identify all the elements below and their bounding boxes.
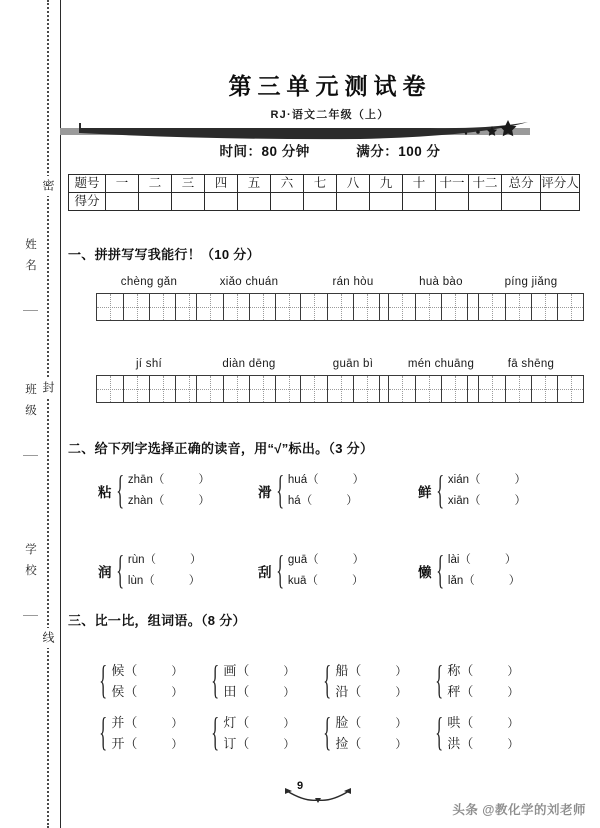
pinyin-label: píng jiǎng — [504, 276, 558, 288]
page-subtitle: RJ·语文二年级（上） — [270, 109, 390, 121]
score-table-row — [69, 193, 580, 211]
score-col-header: 二 — [139, 175, 172, 193]
tianzige-grid[interactable] — [96, 375, 202, 403]
tianzige-grid[interactable] — [196, 293, 302, 321]
tianzige-cell[interactable] — [97, 294, 123, 320]
option-answer-blank[interactable]: lǎn（ ） — [447, 575, 521, 587]
brace-group — [320, 660, 407, 702]
pinyin-label: jí shí — [135, 358, 163, 370]
section-1-heading: 一、拼拼写写我能行！（10 分） — [68, 247, 260, 262]
option-answer-blank[interactable]: 沿（ ） — [335, 684, 407, 699]
tianzige-cell[interactable] — [249, 376, 275, 402]
tianzige-cell[interactable] — [479, 376, 505, 402]
field-rule-name — [23, 310, 38, 311]
pinyin-answer-group — [478, 358, 584, 403]
tianzige-cell[interactable] — [149, 294, 175, 320]
tianzige-cell[interactable] — [275, 294, 301, 320]
exam-meta — [60, 140, 600, 160]
brace-group — [432, 660, 519, 702]
brace-group — [208, 660, 295, 702]
option-answer-blank[interactable]: xián（ ） — [447, 474, 527, 486]
brace-glyph: { — [211, 710, 220, 755]
seal-char-feng: 封 — [39, 378, 57, 398]
pinyin-answer-group — [196, 276, 302, 321]
field-label-name: 姓 名 — [22, 235, 38, 276]
time-limit: 时间：80 分钟 — [219, 144, 310, 159]
tianzige-cell[interactable] — [149, 376, 175, 402]
score-cell[interactable] — [238, 193, 271, 211]
score-cell[interactable] — [502, 193, 541, 211]
tianzige-cell[interactable] — [97, 376, 123, 402]
brace-glyph: { — [435, 710, 444, 755]
score-cell[interactable] — [337, 193, 370, 211]
tianzige-cell[interactable] — [505, 376, 531, 402]
option-list — [223, 660, 295, 702]
tianzige-cell[interactable] — [223, 376, 249, 402]
option-list — [335, 712, 407, 754]
tianzige-cell[interactable] — [123, 376, 149, 402]
option-list — [223, 712, 295, 754]
tianzige-grid[interactable] — [96, 293, 202, 321]
option-answer-blank[interactable]: xiān（ ） — [447, 495, 527, 507]
option-answer-blank[interactable]: há（ ） — [287, 495, 358, 507]
option-answer-blank[interactable]: rùn（ ） — [127, 554, 202, 566]
brace-group — [208, 712, 295, 754]
score-cell[interactable] — [304, 193, 337, 211]
total-score: 满分：100 分 — [356, 144, 441, 159]
score-col-header: 三 — [172, 175, 205, 193]
tianzige-cell[interactable] — [249, 294, 275, 320]
score-table — [68, 174, 579, 211]
option-list — [447, 660, 519, 702]
option-answer-blank[interactable]: 田（ ） — [223, 684, 295, 699]
tianzige-cell[interactable] — [353, 376, 379, 402]
prompt-character: 刮 — [258, 565, 272, 580]
brace-group — [320, 712, 407, 754]
option-list — [111, 712, 183, 754]
option-answer-blank[interactable]: 秤（ ） — [447, 684, 519, 699]
brace-glyph: { — [435, 658, 444, 703]
score-table-row — [69, 175, 580, 193]
option-answer-blank[interactable]: 开（ ） — [111, 736, 183, 751]
watermark: 头条 @教化学的刘老师 — [452, 803, 586, 817]
prompt-character: 懒 — [418, 565, 432, 580]
score-row-label: 得分 — [69, 193, 106, 211]
page-number: 9 — [296, 780, 304, 792]
option-answer-blank[interactable]: 并（ ） — [111, 715, 183, 730]
score-cell[interactable] — [370, 193, 403, 211]
score-col-header: 十 — [403, 175, 436, 193]
brace-glyph: { — [211, 658, 220, 703]
score-cell[interactable] — [172, 193, 205, 211]
tianzige-cell[interactable] — [415, 376, 441, 402]
score-col-header: 总分 — [502, 175, 541, 193]
option-answer-blank[interactable]: zhàn（ ） — [127, 495, 210, 507]
option-answer-blank[interactable]: 画（ ） — [223, 663, 295, 678]
score-cell[interactable] — [469, 193, 502, 211]
brace-glyph: { — [435, 548, 444, 593]
section-2-heading: 二、给下列字选择正确的读音，用“√”标出。（3 分） — [68, 441, 374, 456]
prompt-character: 滑 — [258, 485, 272, 500]
page-title: 第三单元测试卷 — [228, 73, 432, 99]
option-answer-blank[interactable]: kuā（ ） — [287, 575, 364, 587]
section-3-heading: 三、比一比，组词语。（8 分） — [68, 613, 246, 628]
margin-dotted-rule — [47, 0, 49, 828]
tianzige-cell[interactable] — [197, 376, 223, 402]
tianzige-cell[interactable] — [531, 294, 557, 320]
pinyin-label: huà bào — [419, 276, 463, 288]
tianzige-cell[interactable] — [505, 294, 531, 320]
score-cell[interactable] — [139, 193, 172, 211]
brace-glyph: { — [435, 468, 444, 513]
brace-group — [96, 712, 183, 754]
brace-glyph: { — [323, 710, 332, 755]
option-answer-blank[interactable]: lùn（ ） — [127, 575, 201, 587]
option-answer-blank[interactable]: 洪（ ） — [447, 736, 519, 751]
score-col-header: 四 — [205, 175, 238, 193]
tianzige-cell[interactable] — [353, 294, 379, 320]
tianzige-cell[interactable] — [415, 294, 441, 320]
option-answer-blank[interactable]: huá（ ） — [287, 474, 365, 486]
tianzige-cell[interactable] — [557, 376, 583, 402]
field-label-class: 班 级 — [22, 380, 38, 421]
option-list — [128, 550, 202, 592]
pinyin-answer-group — [478, 276, 584, 321]
tianzige-cell[interactable] — [327, 376, 353, 402]
brace-glyph: { — [275, 468, 284, 513]
score-cell[interactable] — [403, 193, 436, 211]
option-list — [447, 712, 519, 754]
field-label-school: 学 校 — [22, 540, 38, 581]
field-rule-school — [23, 615, 38, 616]
seal-char-mi: 密 — [39, 176, 57, 196]
pinyin-label: guān bì — [332, 358, 374, 370]
option-answer-blank[interactable]: 灯（ ） — [223, 715, 295, 730]
option-answer-blank[interactable]: 侯（ ） — [111, 684, 183, 699]
brace-glyph: { — [115, 468, 124, 513]
brace-glyph: { — [115, 548, 124, 593]
tianzige-cell[interactable] — [327, 294, 353, 320]
tianzige-cell[interactable] — [441, 376, 467, 402]
option-list — [288, 550, 364, 592]
option-list — [448, 550, 520, 592]
option-list — [335, 660, 407, 702]
pinyin-label: diàn dēng — [222, 358, 276, 370]
score-col-header: 十二 — [469, 175, 502, 193]
score-cell[interactable] — [436, 193, 469, 211]
brace-group — [418, 470, 526, 512]
brace-group — [258, 550, 364, 592]
brace-group — [418, 550, 520, 592]
score-cell[interactable] — [106, 193, 139, 211]
brace-group — [258, 470, 364, 512]
score-col-header: 评分人 — [541, 175, 580, 193]
score-col-header: 九 — [370, 175, 403, 193]
option-answer-blank[interactable]: 候（ ） — [111, 663, 183, 678]
option-answer-blank[interactable]: zhān（ ） — [127, 474, 210, 486]
tianzige-cell[interactable] — [275, 376, 301, 402]
brace-group — [432, 712, 519, 754]
option-list — [448, 470, 526, 512]
score-col-header: 八 — [337, 175, 370, 193]
option-answer-blank[interactable]: 称（ ） — [447, 663, 519, 678]
option-answer-blank[interactable]: guā（ ） — [287, 554, 365, 566]
pinyin-label: rán hòu — [332, 276, 374, 288]
pinyin-label: xiǎo chuán — [219, 276, 279, 288]
option-answer-blank[interactable]: 船（ ） — [335, 663, 407, 678]
score-col-header: 一 — [106, 175, 139, 193]
tianzige-grid[interactable] — [478, 293, 584, 321]
pinyin-label: chèng gǎn — [120, 276, 178, 288]
prompt-character: 鲜 — [418, 485, 432, 500]
prompt-character: 润 — [98, 565, 112, 580]
brace-group — [96, 660, 183, 702]
tianzige-cell[interactable] — [479, 294, 505, 320]
brace-glyph: { — [275, 548, 284, 593]
tianzige-grid[interactable] — [478, 375, 584, 403]
pinyin-label: mén chuāng — [407, 358, 475, 370]
pinyin-answer-group — [96, 276, 202, 321]
score-cell[interactable] — [271, 193, 304, 211]
tianzige-cell[interactable] — [223, 294, 249, 320]
prompt-character: 粘 — [98, 485, 112, 500]
tianzige-cell[interactable] — [197, 294, 223, 320]
score-col-header: 十一 — [436, 175, 469, 193]
score-cell[interactable] — [205, 193, 238, 211]
option-answer-blank[interactable]: 哄（ ） — [447, 715, 519, 730]
brace-glyph: { — [99, 710, 108, 755]
pinyin-label: fā shēng — [507, 358, 555, 370]
option-list — [111, 660, 183, 702]
score-col-header: 五 — [238, 175, 271, 193]
tianzige-cell[interactable] — [531, 376, 557, 402]
option-list — [288, 470, 364, 512]
field-rule-class — [23, 455, 38, 456]
option-answer-blank[interactable]: lài（ ） — [447, 554, 517, 566]
tianzige-cell[interactable] — [441, 294, 467, 320]
tianzige-cell[interactable] — [389, 294, 415, 320]
option-answer-blank[interactable]: 脸（ ） — [335, 715, 407, 730]
tianzige-cell[interactable] — [301, 376, 327, 402]
tianzige-cell[interactable] — [123, 294, 149, 320]
score-col-header: 六 — [271, 175, 304, 193]
brace-glyph: { — [99, 658, 108, 703]
pinyin-answer-group — [196, 358, 302, 403]
option-answer-blank[interactable]: 订（ ） — [223, 736, 295, 751]
pinyin-answer-group — [96, 358, 202, 403]
seal-char-xian: 线 — [39, 628, 57, 648]
brace-glyph: { — [323, 658, 332, 703]
header-decoration — [60, 120, 530, 132]
tianzige-grid[interactable] — [196, 375, 302, 403]
tianzige-cell[interactable] — [389, 376, 415, 402]
brace-group — [98, 470, 210, 512]
option-answer-blank[interactable]: 捡（ ） — [335, 736, 407, 751]
score-row-label: 题号 — [69, 175, 106, 193]
option-list — [128, 470, 210, 512]
score-col-header: 七 — [304, 175, 337, 193]
tianzige-cell[interactable] — [301, 294, 327, 320]
score-cell[interactable] — [541, 193, 580, 211]
tianzige-cell[interactable] — [557, 294, 583, 320]
brace-group — [98, 550, 202, 592]
